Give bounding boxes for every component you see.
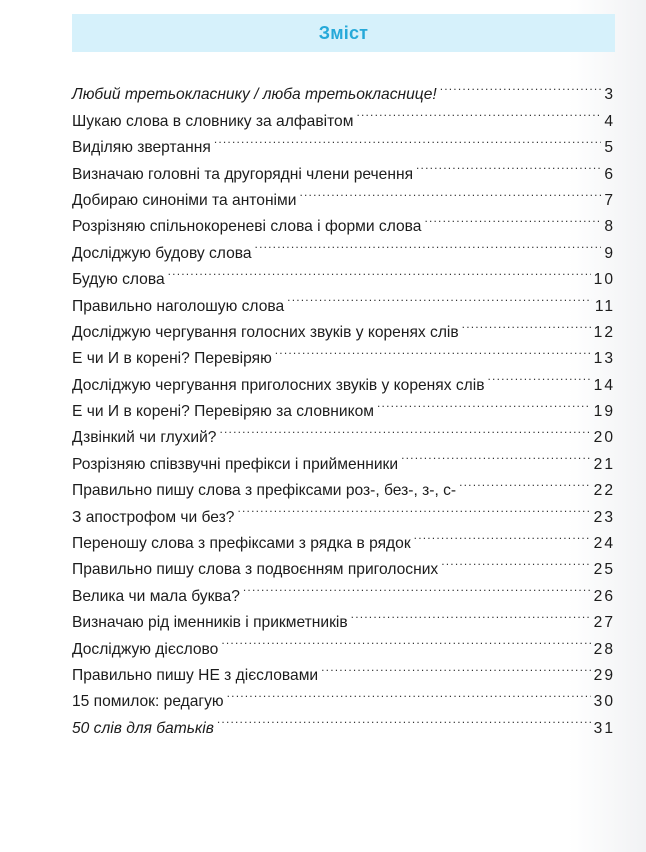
toc-dot-leader bbox=[227, 680, 591, 706]
toc-entry-title: Правильно пишу слова з подвоєнням приголосних bbox=[72, 561, 439, 579]
toc-entry-title: Розрізняю співзвучні префікси і прийменники bbox=[72, 455, 399, 473]
toc-dot-leader bbox=[351, 601, 591, 627]
toc-entry-title: Велика чи мала буква? bbox=[72, 587, 240, 605]
toc-dot-leader bbox=[168, 258, 591, 284]
toc-dot-leader bbox=[440, 73, 602, 99]
toc-entry-title: 15 помилок: редагую bbox=[72, 693, 224, 711]
toc-entry-page: 26 bbox=[593, 587, 615, 605]
toc-entry-page: 22 bbox=[593, 482, 615, 500]
toc-entry-page: 10 bbox=[593, 271, 615, 289]
toc-entry-page: 21 bbox=[593, 455, 615, 473]
toc-entry-title: Визначаю головні та другорядні члени речення bbox=[72, 165, 414, 183]
toc-entry-title: Добираю синоніми та антоніми bbox=[72, 191, 297, 209]
toc-dot-leader bbox=[217, 706, 591, 732]
toc-dot-leader bbox=[356, 99, 601, 125]
toc-entry-page: 3 bbox=[604, 86, 615, 104]
toc-dot-leader bbox=[377, 390, 591, 416]
toc-dot-leader bbox=[237, 495, 590, 521]
toc-entry-page: 20 bbox=[593, 429, 615, 447]
toc-dot-leader bbox=[221, 627, 590, 653]
toc-dot-leader bbox=[416, 152, 601, 178]
toc-dot-leader bbox=[287, 284, 592, 310]
toc-entry-title: Визначаю рід іменників і прикметників bbox=[72, 614, 348, 632]
toc-entry-title: Досліджую чергування приголосних звуків у коренях слів bbox=[72, 376, 485, 394]
toc-entry-title: З апострофом чи без? bbox=[72, 508, 235, 526]
toc-entry-page: 12 bbox=[593, 323, 615, 341]
toc-entry-page: 25 bbox=[593, 561, 615, 579]
toc-entry-title: Дзвінкий чи глухий? bbox=[72, 429, 217, 447]
contents-header bbox=[72, 14, 615, 52]
toc-entry[interactable] bbox=[72, 73, 615, 104]
toc-dot-leader bbox=[255, 231, 602, 257]
toc-dot-leader bbox=[441, 548, 590, 574]
toc-entry-page: 23 bbox=[593, 508, 615, 526]
toc-entry-page: 19 bbox=[593, 403, 615, 421]
toc-dot-leader bbox=[321, 654, 591, 680]
toc-entry-page: 14 bbox=[593, 376, 615, 394]
table-of-contents bbox=[72, 73, 615, 737]
toc-entry-page: 28 bbox=[593, 640, 615, 658]
contents-title: Зміст bbox=[318, 22, 369, 43]
toc-entry-page: 8 bbox=[604, 218, 615, 236]
toc-entry-title: Правильно пишу НЕ з дієсловами bbox=[72, 666, 319, 684]
toc-entry-page: 9 bbox=[604, 244, 615, 262]
toc-entry-page: 4 bbox=[604, 112, 615, 130]
toc-entry-page: 27 bbox=[593, 614, 615, 632]
toc-entry-title: Е чи И в корені? Перевіряю bbox=[72, 350, 272, 368]
toc-entry-page: 24 bbox=[593, 535, 615, 553]
toc-entry-title: Досліджую дієслово bbox=[72, 640, 219, 658]
toc-dot-leader bbox=[462, 311, 591, 337]
toc-entry-title: Е чи И в корені? Перевіряю за словником bbox=[72, 403, 374, 421]
toc-dot-leader bbox=[459, 469, 591, 495]
toc-dot-leader bbox=[488, 363, 591, 389]
toc-entry-page: 7 bbox=[604, 191, 615, 209]
toc-dot-leader bbox=[243, 574, 591, 600]
toc-entry-page: 11 bbox=[594, 297, 615, 315]
toc-entry-title: Правильно пишу слова з префіксами роз-, без-, з-, с- bbox=[72, 482, 457, 500]
toc-entry-page: 5 bbox=[604, 139, 615, 157]
toc-dot-leader bbox=[214, 126, 601, 152]
toc-entry-title: Розрізняю спільнокореневі слова і форми слова bbox=[72, 218, 422, 236]
toc-entry-page: 30 bbox=[593, 693, 615, 711]
toc-dot-leader bbox=[219, 416, 590, 442]
toc-dot-leader bbox=[414, 522, 591, 548]
toc-entry-title: Будую слова bbox=[72, 271, 165, 289]
toc-entry-title: Правильно наголошую слова bbox=[72, 297, 285, 315]
toc-entry-title: Досліджую чергування голосних звуків у коренях слів bbox=[72, 323, 459, 341]
toc-entry-title: 50 слів для батьків bbox=[72, 719, 214, 737]
toc-entry-page: 29 bbox=[593, 666, 615, 684]
toc-dot-leader bbox=[401, 442, 591, 468]
toc-entry-page: 13 bbox=[593, 350, 615, 368]
toc-entry-title: Досліджую будову слова bbox=[72, 244, 252, 262]
toc-entry-title: Переношу слова з префіксами з рядка в рядок bbox=[72, 535, 411, 553]
toc-dot-leader bbox=[424, 205, 601, 231]
toc-entry-page: 31 bbox=[593, 719, 615, 737]
toc-dot-leader bbox=[275, 337, 591, 363]
toc-entry-title: Шукаю слова в словнику за алфавітом bbox=[72, 112, 354, 130]
toc-entry-title: Любий третьокласнику / люба третьокласнице! bbox=[72, 86, 437, 104]
toc-entry-title: Виділяю звертання bbox=[72, 139, 211, 157]
toc-dot-leader bbox=[299, 179, 601, 205]
toc-entry-page: 6 bbox=[604, 165, 615, 183]
